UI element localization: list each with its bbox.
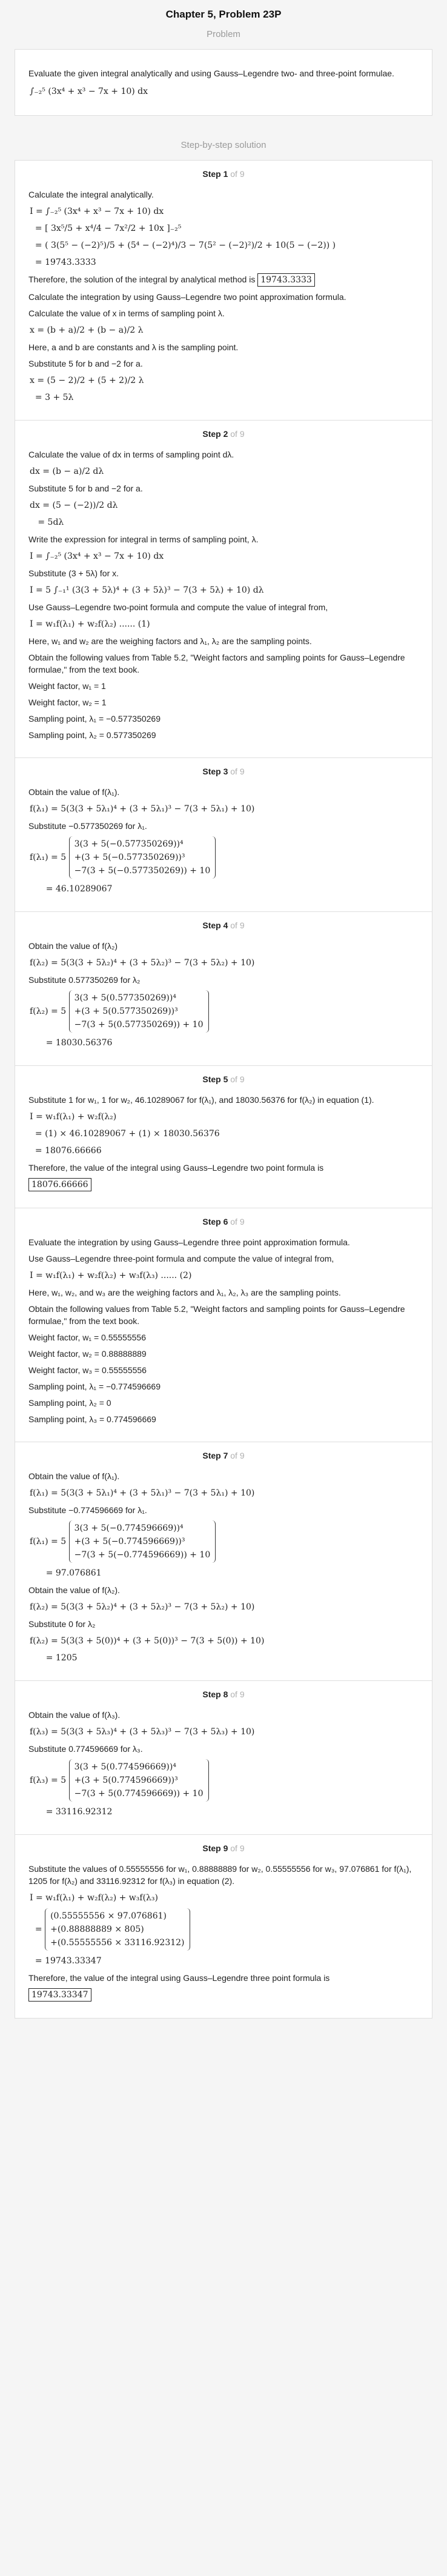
- step-text: Substitute 0.577350269 for λ₂: [28, 975, 141, 985]
- step-equation: = 5dλ: [30, 518, 64, 527]
- step-equation: = 33116.92312: [30, 1807, 113, 1817]
- step-equation: dx = (5 − (−2))/2 dλ: [30, 501, 118, 510]
- step-equation: = 46.10289067: [30, 884, 113, 894]
- expression-row: +(3 + 5(−0.774596669))³: [74, 1537, 185, 1546]
- step-equation: f(λ₁) = 5(3(3 + 5λ₁)⁴ + (3 + 5λ₁)³ − 7(3 + 5λ₁) + 10): [30, 804, 255, 814]
- step-text: Weight factor, w₃ = 0.55555556: [28, 1365, 147, 1375]
- step-text: Here, w₁ and w₂ are the weighing factors and λ₁, λ₂ are the sampling points.: [28, 636, 312, 646]
- step-equation: f(λ₃) = 5(3(3 + 5λ₃)⁴ + (3 + 5λ₃)³ − 7(3 + 5λ₃) + 10): [30, 1727, 255, 1737]
- step-label: Step 8: [202, 1689, 228, 1699]
- step-text: Substitute 0.774596669 for λ₃.: [28, 1744, 143, 1754]
- step-text: Obtain the value of f(λ₁).: [28, 1471, 120, 1481]
- expression-row: −7(3 + 5(−0.577350269)) + 10: [74, 866, 211, 876]
- conclusion-text: Therefore, the solution of the integral by analytical method is: [28, 275, 258, 284]
- step-text: Sampling point, λ₁ = −0.774596669: [28, 1382, 161, 1391]
- step-label: Step 4: [202, 920, 228, 930]
- step-of: of 9: [228, 1689, 245, 1699]
- step-label: Step 1: [202, 169, 228, 179]
- step-text: Calculate the integration by using Gauss–Legendre two point approximation formula.: [28, 292, 346, 302]
- problem-text: Evaluate the given integral analytically and using Gauss–Legendre two- and three-point formulae.: [28, 68, 394, 78]
- step-card: [15, 421, 432, 758]
- step-header: [28, 1843, 419, 1853]
- step-card: [15, 1442, 432, 1681]
- equation-prefix: f(λ₁) = 5: [30, 853, 69, 862]
- step-equation: = 19743.33347: [30, 1956, 102, 1966]
- step-equation: f(λ₁) = 5(3(3 + 5λ₁)⁴ + (3 + 5λ₁)³ − 7(3 + 5λ₁) + 10): [30, 1488, 255, 1498]
- expression-row: 3(3 + 5(−0.774596669))⁴: [74, 1523, 184, 1533]
- bracketed-expression: [69, 1759, 209, 1802]
- step-of: of 9: [228, 1217, 245, 1226]
- step-card: [15, 1835, 432, 2019]
- step-of: of 9: [228, 429, 245, 439]
- step-header: [28, 429, 419, 439]
- step-conclusion: [28, 273, 419, 287]
- steps-container: [0, 160, 447, 2019]
- step-equation: f(λ₂) = 5(3(3 + 5λ₂)⁴ + (3 + 5λ₂)³ − 7(3 + 5λ₂) + 10): [30, 958, 255, 968]
- step-text: Use Gauss–Legendre three-point formula and compute the value of integral from,: [28, 1254, 334, 1263]
- bracketed-expression: [69, 836, 216, 879]
- equation-prefix: f(λ₃) = 5: [30, 1776, 69, 1785]
- problem-card: [15, 49, 432, 116]
- step-of: of 9: [228, 767, 245, 776]
- step-header: [28, 1217, 419, 1226]
- step-of: of 9: [228, 920, 245, 930]
- step-text: Weight factor, w₂ = 1: [28, 697, 107, 707]
- step-equation-block: [30, 1759, 419, 1802]
- step-of: of 9: [228, 1074, 245, 1084]
- step-equation: I = w₁f(λ₁) + w₂f(λ₂) + w₃f(λ₃) ...... (2): [30, 1271, 192, 1280]
- step-of: of 9: [228, 169, 245, 179]
- step-text: Here, a and b are constants and λ is the sampling point.: [28, 342, 239, 352]
- step-equation: x = (b + a)/2 + (b − a)/2 λ: [30, 325, 144, 335]
- step-text: Evaluate the integration by using Gauss–Legendre three point approximation formula.: [28, 1237, 350, 1247]
- step-text: Therefore, the value of the integral using Gauss–Legendre two point formula is: [28, 1163, 324, 1173]
- chapter-title: Chapter 5, Problem 23P: [165, 8, 282, 20]
- step-equation: I = ∫₋₂⁵ (3x⁴ + x³ − 7x + 10) dx: [30, 551, 164, 561]
- step-equation: = 97.076861: [30, 1568, 102, 1578]
- step-of: of 9: [228, 1843, 245, 1853]
- problem-heading: Problem: [207, 29, 240, 39]
- step-text: Substitute −0.774596669 for λ₁.: [28, 1505, 147, 1515]
- step-text: Therefore, the value of the integral using Gauss–Legendre three point formula is: [28, 1973, 330, 1983]
- step-text: Write the expression for integral in terms of sampling point, λ.: [28, 534, 259, 544]
- expression-row: 3(3 + 5(0.774596669))⁴: [74, 1762, 176, 1772]
- step-equation: = ( 3(5⁵ − (−2)⁵)/5 + (5⁴ − (−2)⁴)/3 − 7(5² − (−2)²)/2 + 10(5 − (−2)) ): [30, 241, 336, 250]
- step-header: [28, 767, 419, 776]
- step-equation: = 18030.56376: [30, 1038, 113, 1048]
- expression-row: +(0.88888889 × 805): [50, 1925, 144, 1934]
- step-equation: x = (5 − 2)/2 + (5 + 2)/2 λ: [30, 376, 144, 385]
- step-equation: I = 5 ∫₋₁¹ (3(3 + 5λ)⁴ + (3 + 5λ)³ − 7(3 + 5λ) + 10) dλ: [30, 585, 264, 595]
- boxed-answer: 18076.66666: [28, 1178, 91, 1191]
- step-equation: f(λ₂) = 5(3(3 + 5λ₂)⁴ + (3 + 5λ₂)³ − 7(3 + 5λ₂) + 10): [30, 1602, 255, 1612]
- step-text: Substitute 5 for b and −2 for a.: [28, 359, 143, 368]
- step-equation: f(λ₂) = 5(3(3 + 5(0))⁴ + (3 + 5(0))³ − 7(3 + 5(0)) + 10): [30, 1636, 265, 1646]
- step-text: Calculate the value of dx in terms of sampling point dλ.: [28, 450, 234, 459]
- bracketed-expression: [69, 990, 209, 1033]
- bracketed-expression: [45, 1908, 190, 1951]
- step-equation-block: [30, 1908, 419, 1951]
- step-header: [28, 1074, 419, 1084]
- equation-prefix: f(λ₂) = 5: [30, 1007, 69, 1016]
- step-text: Calculate the integral analytically.: [28, 190, 154, 199]
- step-label: Step 7: [202, 1451, 228, 1460]
- step-text: Calculate the value of x in terms of sampling point λ.: [28, 308, 225, 318]
- step-equation: I = w₁f(λ₁) + w₂f(λ₂) ...... (1): [30, 619, 150, 629]
- step-of: of 9: [228, 1451, 245, 1460]
- step-card: [15, 160, 432, 421]
- step-text: Substitute 5 for b and −2 for a.: [28, 484, 143, 493]
- step-text: Substitute 1 for w₁, 1 for w₂, 46.10289067 for f(λ₁), and 18030.56376 for f(λ₂) in equation (1).: [28, 1095, 374, 1105]
- step-label: Step 6: [202, 1217, 228, 1226]
- step-text: Substitute −0.577350269 for λ₁.: [28, 821, 147, 831]
- boxed-answer: 19743.33347: [28, 1988, 91, 2002]
- step-header: [28, 1451, 419, 1460]
- step-text: Obtain the value of f(λ₂): [28, 941, 118, 951]
- expression-row: 3(3 + 5(−0.577350269))⁴: [74, 839, 184, 849]
- expression-row: −7(3 + 5(0.774596669)) + 10: [74, 1789, 204, 1799]
- equation-prefix: =: [30, 1925, 45, 1934]
- expression-row: +(3 + 5(−0.577350269))³: [74, 853, 185, 862]
- step-equation: = 18076.66666: [30, 1146, 102, 1156]
- step-text: Sampling point, λ₃ = 0.774596669: [28, 1414, 156, 1424]
- step-text: Obtain the value of f(λ₁).: [28, 787, 120, 797]
- step-card: [15, 1681, 432, 1835]
- step-equation-block: [30, 990, 419, 1033]
- step-label: Step 5: [202, 1074, 228, 1084]
- equation-prefix: f(λ₁) = 5: [30, 1537, 69, 1546]
- step-equation: dx = (b − a)/2 dλ: [30, 467, 104, 476]
- step-equation: I = w₁f(λ₁) + w₂f(λ₂) + w₃f(λ₃): [30, 1893, 158, 1903]
- step-text: Weight factor, w₂ = 0.88888889: [28, 1349, 147, 1359]
- step-text: Sampling point, λ₂ = 0: [28, 1398, 111, 1408]
- step-answer: [28, 1988, 419, 2002]
- bracketed-expression: [69, 1520, 216, 1563]
- step-card: [15, 1066, 432, 1208]
- step-text: Substitute the values of 0.55555556 for w₁, 0.88888889 for w₂, 0.55555556 for w₃, 97.076861 for f(λ₁), 1205 for f(λ₂) and 33116.92312 for f(λ₃) in equation (2).: [28, 1864, 412, 1886]
- step-label: Step 9: [202, 1843, 228, 1853]
- step-equation: I = w₁f(λ₁) + w₂f(λ₂): [30, 1112, 117, 1122]
- step-label: Step 2: [202, 429, 228, 439]
- step-equation: = 1205: [30, 1653, 78, 1663]
- problem-integral: ∫₋₂⁵ (3x⁴ + x³ − 7x + 10) dx: [30, 87, 148, 96]
- step-text: Here, w₁, w₂, and w₃ are the weighing factors and λ₁, λ₂, λ₃ are the sampling points.: [28, 1288, 341, 1297]
- boxed-answer: 19743.3333: [257, 273, 315, 287]
- step-equation-block: [30, 1520, 419, 1563]
- step-text: Sampling point, λ₁ = −0.577350269: [28, 714, 161, 724]
- step-header: [28, 169, 419, 179]
- expression-row: 3(3 + 5(0.577350269))⁴: [74, 993, 176, 1003]
- step-equation: = 3 + 5λ: [30, 393, 74, 402]
- expression-row: +(3 + 5(0.577350269))³: [74, 1007, 178, 1016]
- expression-row: (0.55555556 × 97.076861): [50, 1911, 167, 1921]
- step-equation: I = ∫₋₂⁵ (3x⁴ + x³ − 7x + 10) dx: [30, 207, 164, 216]
- step-text: Obtain the following values from Table 5.2, "Weight factors and sampling points for Gauss–Legendre formulae," from the text book.: [28, 653, 405, 674]
- expression-row: −7(3 + 5(0.577350269)) + 10: [74, 1020, 204, 1030]
- step-header: [28, 1689, 419, 1699]
- step-text: Weight factor, w₁ = 0.55555556: [28, 1333, 146, 1342]
- step-text: Obtain the value of f(λ₃).: [28, 1710, 121, 1720]
- step-answer: [28, 1178, 419, 1191]
- step-text: Obtain the value of f(λ₂).: [28, 1585, 120, 1595]
- step-equation-block: [30, 836, 419, 879]
- expression-row: +(3 + 5(0.774596669))³: [74, 1776, 178, 1785]
- step-equation: = 19743.3333: [30, 258, 96, 267]
- step-label: Step 3: [202, 767, 228, 776]
- expression-row: −7(3 + 5(−0.774596669)) + 10: [74, 1550, 211, 1560]
- step-equation: = [ 3x⁵/5 + x⁴/4 − 7x²/2 + 10x ]₋₂⁵: [30, 224, 182, 233]
- solution-heading: Step-by-step solution: [180, 140, 267, 150]
- step-text: Sampling point, λ₂ = 0.577350269: [28, 730, 156, 740]
- step-card: [15, 912, 432, 1066]
- step-card: [15, 1208, 432, 1442]
- expression-row: +(0.55555556 × 33116.92312): [50, 1938, 185, 1948]
- step-text: Obtain the following values from Table 5.2, "Weight factors and sampling points for Gauss–Legendre formulae," from the text book.: [28, 1304, 405, 1326]
- step-text: Substitute (3 + 5λ) for x.: [28, 568, 119, 578]
- step-header: [28, 920, 419, 930]
- step-text: Use Gauss–Legendre two-point formula and compute the value of integral from,: [28, 602, 328, 612]
- step-text: Weight factor, w₁ = 1: [28, 681, 106, 691]
- step-text: Substitute 0 for λ₂: [28, 1619, 96, 1629]
- step-card: [15, 758, 432, 912]
- step-equation: = (1) × 46.10289067 + (1) × 18030.56376: [30, 1129, 220, 1139]
